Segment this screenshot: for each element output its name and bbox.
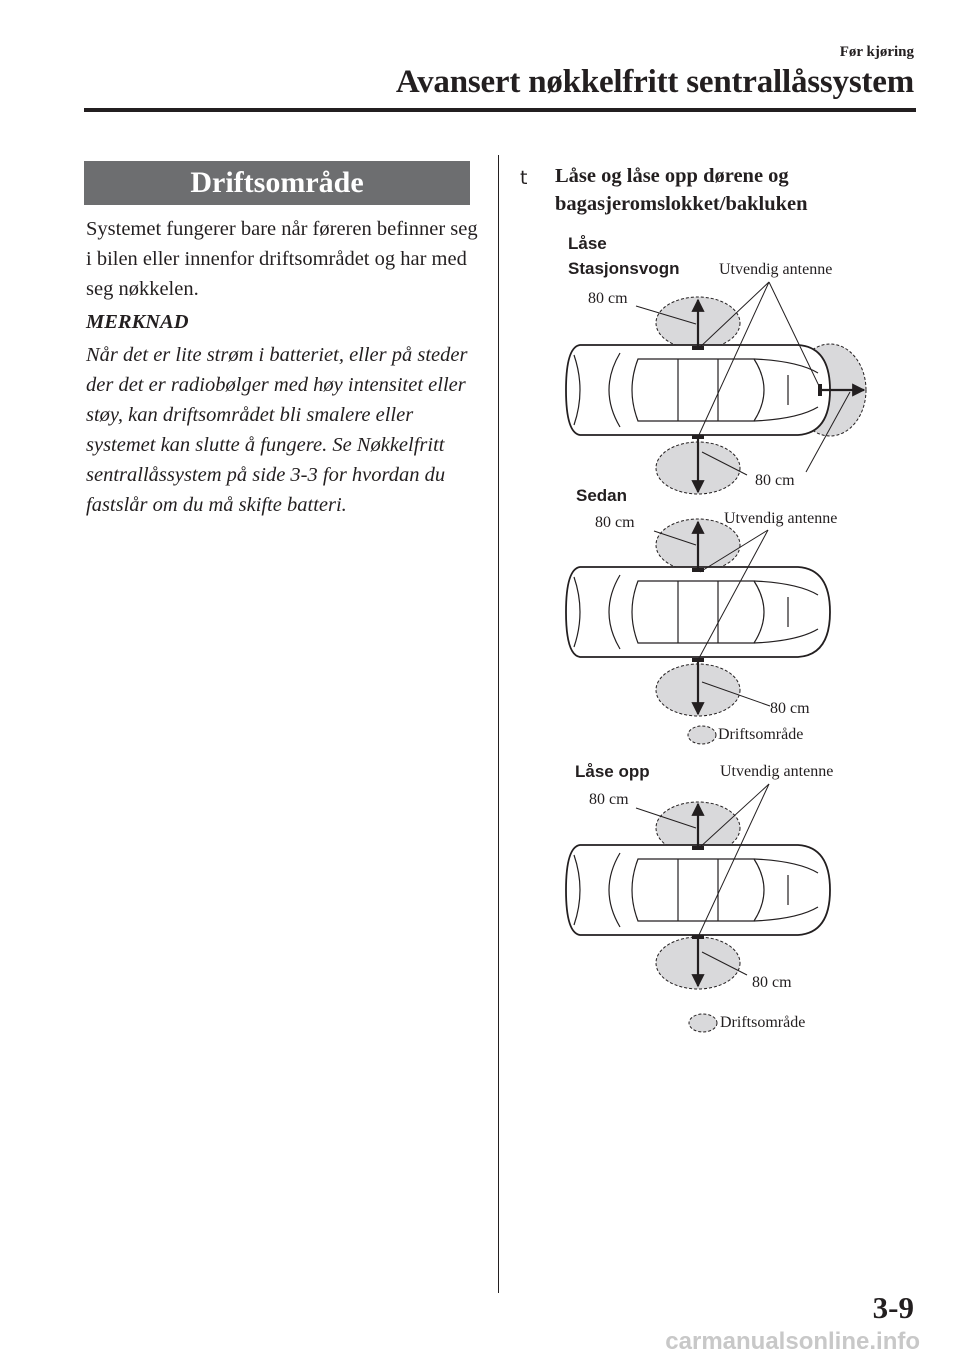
unlock-diagram [566, 784, 830, 1032]
antenna-marker [692, 346, 704, 350]
note-paragraph: Når det er lite strøm i batteriet, eller på steder der det er radiobølger med høy intensitet eller støy, kan driftsområdet bli smalere eller systemet kan slutte å fungere. Se Nøkkelfritt sentrallåssystem på side 3-3 for hvordan du fastslår om du må skifte batteri. [86, 344, 468, 516]
sedan-label: Sedan [576, 486, 628, 505]
distance-label: 80 cm [752, 974, 792, 991]
unlock-car-outline [566, 845, 830, 935]
note-title: MERKNAD [86, 311, 189, 333]
distance-label: 80 cm [770, 700, 810, 717]
distance-label: 80 cm [595, 514, 635, 531]
page-title: Avansert nøkkelfritt sentrallåssystem [395, 64, 914, 100]
antenna-label: Utvendig antenne [720, 763, 834, 780]
section-heading: Driftsområde [84, 161, 470, 205]
antenna-label: Utvendig antenne [724, 510, 838, 527]
sub-heading: Låse og låse opp dørene og bagasjeromslokket/bakluken [555, 165, 808, 215]
distance-label: 80 cm [755, 472, 795, 489]
wagon-car-outline [566, 345, 830, 435]
distance-label: 80 cm [589, 791, 629, 808]
zone-legend-label: Driftsområde [718, 726, 804, 743]
watermark: carmanualsonline.info [665, 1328, 920, 1355]
zone-legend-swatch [688, 726, 716, 744]
bullet-icon: t [520, 167, 528, 189]
antenna-marker [692, 568, 704, 572]
distance-label: 80 cm [588, 290, 628, 307]
unlock-label: Låse opp [575, 762, 650, 781]
zone-legend-label: Driftsområde [720, 1014, 806, 1031]
wagon-diagram [566, 282, 866, 494]
antenna-marker [692, 846, 704, 850]
page-number: 3-9 [872, 1290, 914, 1325]
lock-label: Låse [568, 234, 607, 253]
section-name: Før kjøring [839, 44, 914, 60]
antenna-label: Utvendig antenne [719, 261, 833, 278]
body-paragraph: Systemet fungerer bare når føreren befinner seg i bilen eller innenfor driftsområdet og har med seg nøkkelen. [86, 218, 478, 300]
sedan-car-outline [566, 567, 830, 657]
zone-legend-swatch [689, 1014, 717, 1032]
wagon-label: Stasjonsvogn [568, 259, 680, 278]
